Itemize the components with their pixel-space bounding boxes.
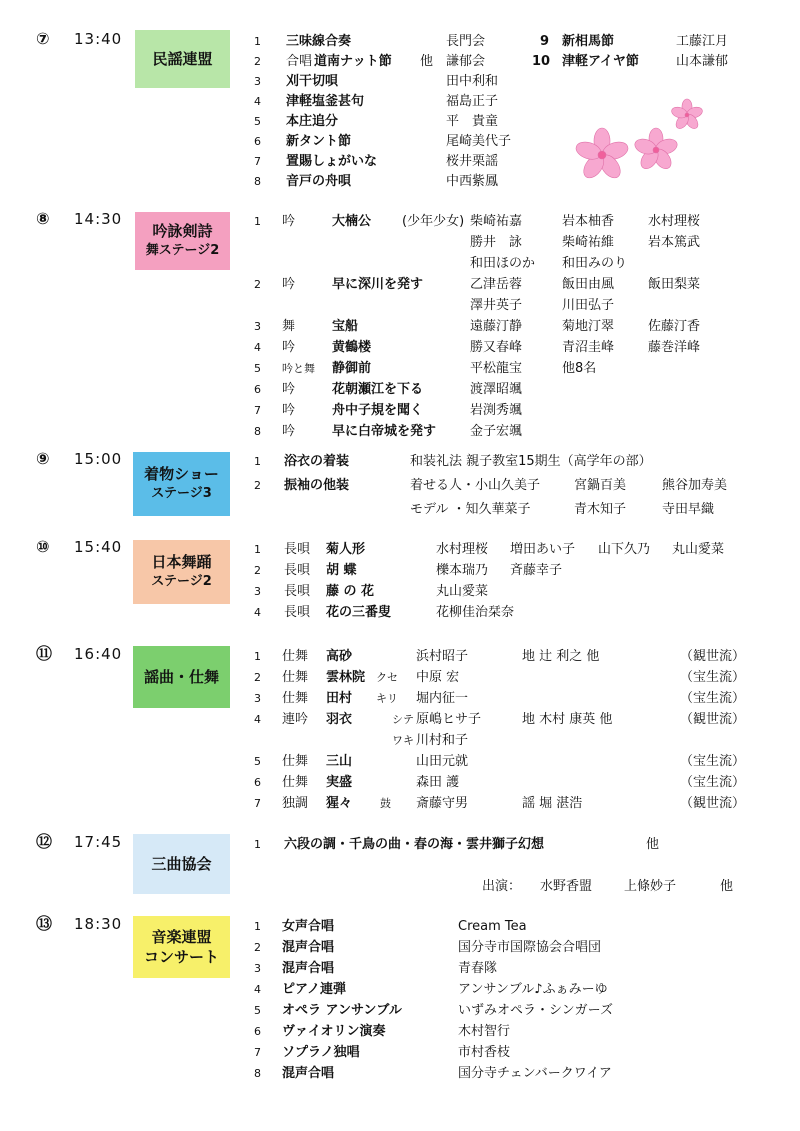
row-item: 羽衣 <box>326 712 353 727</box>
row-performer: 遠藤汀静 <box>470 319 523 334</box>
row-performer: 宮鍋百美 <box>574 478 627 493</box>
row-performer: 岩本柚香 <box>562 214 615 229</box>
row-suffix: 他 <box>420 54 434 69</box>
row-performer: 長門会 <box>446 34 486 49</box>
row-type: 連吟 <box>282 712 309 727</box>
row-type: 仕舞 <box>282 691 309 706</box>
row-number: 4 <box>254 713 261 726</box>
cast-label: 出演： <box>482 879 522 894</box>
row-performer: Cream Tea <box>458 919 527 934</box>
row-type: 吟 <box>282 214 296 229</box>
row-type: 仕舞 <box>282 775 309 790</box>
row-performer: 柴崎祐維 <box>562 235 615 250</box>
row-item: 刈干切唄 <box>286 74 339 89</box>
row-item: 振袖の他装 <box>284 478 350 493</box>
row-type: 独調 <box>282 796 309 811</box>
row-performer: 桜井栗謡 <box>446 154 499 169</box>
row-type: 仕舞 <box>282 754 309 769</box>
section-number: ⑦ <box>36 29 50 48</box>
row-number: 3 <box>254 320 261 333</box>
row-performer: 田中利和 <box>446 74 499 89</box>
row-performer: 熊谷加寿美 <box>662 478 728 493</box>
row-item: 宝船 <box>332 319 359 334</box>
row-performer: 尾崎美代子 <box>446 134 512 149</box>
row-number: 4 <box>254 606 261 619</box>
row-performer: 堀内征一 <box>416 691 469 706</box>
row-type: 吟 <box>282 424 296 439</box>
row-performer: 川田弘子 <box>562 298 615 313</box>
row-performer: 菊地汀翠 <box>562 319 615 334</box>
row-type: 長唄 <box>284 605 311 620</box>
row-item: 六段の調・千鳥の曲・春の海・雲井獅子幻想 <box>284 837 545 852</box>
row-item: 女声合唱 <box>282 919 335 934</box>
row-number: 6 <box>254 776 261 789</box>
row-number: 5 <box>254 755 261 768</box>
row-number: 2 <box>254 564 261 577</box>
row-performer: 国分寺チェンバークワイア <box>458 1066 612 1081</box>
badge-line: コンサート <box>143 948 219 966</box>
row-number: 3 <box>254 692 261 705</box>
row-number: 5 <box>254 115 261 128</box>
row-number: 6 <box>254 1025 261 1038</box>
row-performer: 岩渕秀颯 <box>470 403 523 418</box>
row-prefix: 合唱 <box>286 54 313 69</box>
row-performer: 山田元就 <box>416 754 469 769</box>
row-number: 6 <box>254 135 261 148</box>
row-item: 猩々 <box>326 796 353 811</box>
row-item: 早に深川を発す <box>332 277 424 292</box>
row-item: 新タント節 <box>286 134 352 149</box>
row-performer: 青沼圭峰 <box>562 340 615 355</box>
row-item: 三山 <box>326 754 353 769</box>
row-number: 7 <box>254 155 261 168</box>
row-number: 8 <box>254 1067 261 1080</box>
row-item: 大楠公 <box>332 214 372 229</box>
row-item: 混声合唱 <box>282 961 335 976</box>
row-performer: 浜村昭子 <box>416 649 469 664</box>
row-item: ソプラノ独唱 <box>282 1045 360 1060</box>
row-performer: 寺田早織 <box>662 502 715 517</box>
row-number: 8 <box>254 425 261 438</box>
row-item: 藤 の 花 <box>326 584 375 599</box>
badge-line: 民謡連盟 <box>152 50 213 68</box>
badge-line: 音楽連盟 <box>151 928 212 946</box>
row-item: 三味線合奏 <box>286 34 352 49</box>
row-item: 実盛 <box>326 775 353 790</box>
row-number: 2 <box>254 671 261 684</box>
row-performer: 勝又春峰 <box>470 340 523 355</box>
row-type: 長唄 <box>284 584 311 599</box>
section-number: ⑧ <box>36 209 50 228</box>
row-performer: 水村理桜 <box>648 214 701 229</box>
row-performer: 平松龍宝 <box>470 361 523 376</box>
cast-member: 水野香盟 <box>540 879 593 894</box>
badge-line: 三曲協会 <box>151 855 212 873</box>
row-item: 道南ナット節 <box>314 54 392 69</box>
row-item: 黄鶴楼 <box>332 340 372 355</box>
row-performer: 原嶋ヒサ子 <box>416 712 482 727</box>
row-item: 津軽アイヤ節 <box>562 54 639 69</box>
row-performer: 山下久乃 <box>598 542 651 557</box>
row-role: ワキ <box>392 734 414 747</box>
row-type: 仕舞 <box>282 670 309 685</box>
row-item: 浴衣の着装 <box>284 454 350 469</box>
row-item: 花朝瀬江を下る <box>332 382 424 397</box>
section-badge <box>135 212 230 270</box>
row-performer: 着せる人・小山久美子 <box>410 478 541 493</box>
section-number: ⑨ <box>36 449 50 468</box>
section-number: ⑪ <box>36 644 53 663</box>
row-number: 1 <box>254 838 261 851</box>
row-performer: 飯田由風 <box>562 277 615 292</box>
badge-line: 舞ステージ2 <box>145 243 220 258</box>
section-number: ⑫ <box>36 832 53 851</box>
row-school: （観世流） <box>680 796 746 811</box>
badge-line: 着物ショー <box>144 465 219 483</box>
row-type: 長唄 <box>284 542 311 557</box>
row-performer: 花柳佳治栞奈 <box>436 605 515 620</box>
section-badge <box>133 452 230 516</box>
row-performer: モデル ・知久華菜子 <box>410 502 531 517</box>
row-number: 6 <box>254 383 261 396</box>
row-performer: 勝井 詠 <box>470 235 523 250</box>
row-performer: 川村和子 <box>416 733 469 748</box>
section-badge <box>133 646 230 708</box>
row-school: （宝生流） <box>680 754 746 769</box>
badge-line: ステージ3 <box>151 486 212 501</box>
row-performer: 青木知子 <box>574 502 627 517</box>
row-number: 7 <box>254 404 261 417</box>
row-number: 2 <box>254 55 261 68</box>
badge-line: 吟詠剣詩 <box>152 222 213 240</box>
row-type: 吟 <box>282 403 296 418</box>
row-number: 1 <box>254 920 261 933</box>
row-number: 4 <box>254 983 261 996</box>
row-ji: 地 木村 康英 他 <box>522 712 613 727</box>
row-type: 長唄 <box>284 563 311 578</box>
row-item: 混声合唱 <box>282 1066 335 1081</box>
row-performer: 佐藤汀香 <box>648 319 701 334</box>
section-time: 16:40 <box>74 645 123 663</box>
row-number: 2 <box>254 278 261 291</box>
section-time: 14:30 <box>74 210 123 228</box>
section-badge <box>135 30 230 88</box>
section-number: ⑬ <box>36 914 53 933</box>
row-item: 静御前 <box>332 361 372 376</box>
row-item: 雲林院 <box>326 670 366 685</box>
row-number: 1 <box>254 215 261 228</box>
row-number: 1 <box>254 650 261 663</box>
cast-member: 上條妙子 <box>624 879 677 894</box>
row-performer: 和田みのり <box>562 256 628 271</box>
row-performer: 中西紫鳳 <box>446 174 499 189</box>
section-time: 15:00 <box>74 450 123 468</box>
row-number: 2 <box>254 941 261 954</box>
row-note: (少年少女) <box>402 214 465 229</box>
row-performer: 工藤江月 <box>676 34 729 49</box>
row-performer: 澤井英子 <box>470 298 523 313</box>
row-performer: 謙郁会 <box>446 54 486 69</box>
row-performer: 櫟本瑞乃 <box>436 563 489 578</box>
row-performer: 山本謙郁 <box>676 54 729 69</box>
row-performer: アンサンブル♪ふぁみーゆ <box>458 982 608 997</box>
row-item: ピアノ連弾 <box>282 982 346 997</box>
row-performer: 柴崎祐嘉 <box>470 214 523 229</box>
row-school: （宝生流） <box>680 670 746 685</box>
badge-line: ステージ2 <box>151 574 212 589</box>
row-performer: 中原 宏 <box>416 670 460 685</box>
row-item: 菊人形 <box>326 542 366 557</box>
row-item: 津軽塩釜甚句 <box>286 94 365 109</box>
row-role: シテ <box>392 713 414 726</box>
row-performer: 乙津岳蓉 <box>470 277 523 292</box>
row-number: 1 <box>254 543 261 556</box>
row-item: 混声合唱 <box>282 940 335 955</box>
row-performer: 森田 護 <box>416 775 460 790</box>
row-performer: 青春隊 <box>458 961 498 976</box>
row-number: 9 <box>540 34 550 49</box>
row-type: 舞 <box>282 319 296 334</box>
row-performer: いずみオペラ・シンガーズ <box>458 1003 614 1018</box>
row-tag: キリ <box>376 692 398 705</box>
row-performer: 金子宏颯 <box>470 424 523 439</box>
row-type: 吟 <box>282 382 296 397</box>
row-number: 1 <box>254 35 261 48</box>
row-performer: 水村理桜 <box>436 542 489 557</box>
section-number: ⑩ <box>36 537 50 556</box>
section-time: 13:40 <box>74 30 123 48</box>
row-performer: 斉藤幸子 <box>510 563 563 578</box>
row-type: 仕舞 <box>282 649 309 664</box>
section-time: 17:45 <box>74 833 123 851</box>
row-number: 8 <box>254 175 261 188</box>
row-performer: 福島正子 <box>446 94 499 109</box>
row-number: 3 <box>254 962 261 975</box>
row-number: 3 <box>254 75 261 88</box>
row-item: 花の三番叟 <box>326 605 392 620</box>
row-performer: 藤巻洋峰 <box>648 340 701 355</box>
row-school: （宝生流） <box>680 691 746 706</box>
badge-line: 日本舞踊 <box>151 553 212 571</box>
row-performer: 丸山愛菜 <box>436 584 489 599</box>
section-badge <box>133 916 230 978</box>
section-badge <box>133 540 230 604</box>
cast-member: 他 <box>720 879 734 894</box>
row-item: 置賜しょがいな <box>286 154 378 169</box>
row-performer: 和田ほのか <box>470 256 536 271</box>
row-number: 2 <box>254 479 261 492</box>
row-performer: 岩本篤武 <box>648 235 701 250</box>
row-item: 舟中子規を聞く <box>332 403 424 418</box>
row-number: 7 <box>254 1046 261 1059</box>
row-role: 鼓 <box>380 797 391 810</box>
row-item: 新相馬節 <box>562 34 615 49</box>
row-performer: 平 貴童 <box>446 114 499 129</box>
section-time: 18:30 <box>74 915 123 933</box>
row-type: 吟 <box>282 277 296 292</box>
row-ji: 謡 堀 湛浩 <box>522 796 583 811</box>
row-suffix: 他 <box>646 837 660 852</box>
row-item: 田村 <box>326 691 353 706</box>
row-number: 1 <box>254 455 261 468</box>
row-type: 吟 <box>282 340 296 355</box>
row-performer: 斎藤守男 <box>416 796 469 811</box>
row-item: オペラ アンサンブル <box>282 1003 402 1018</box>
row-item: 胡 蝶 <box>326 563 357 578</box>
row-performer: 市村香枝 <box>458 1045 511 1060</box>
row-performer: 木村智行 <box>458 1024 511 1039</box>
section-time: 15:40 <box>74 538 123 556</box>
row-item: 早に白帝城を発す <box>332 424 437 439</box>
row-item: 高砂 <box>326 649 353 664</box>
row-number: 5 <box>254 362 261 375</box>
row-number: 10 <box>532 54 551 69</box>
row-number: 4 <box>254 341 261 354</box>
row-ji: 地 辻 利之 他 <box>522 649 600 664</box>
row-performer: 国分寺市国際協会合唱団 <box>458 940 602 955</box>
badge-line: 謡曲・仕舞 <box>143 668 219 686</box>
row-type: 吟と舞 <box>282 362 315 375</box>
row-performer: 増田あい子 <box>510 542 576 557</box>
row-school: （観世流） <box>680 712 746 727</box>
row-performer: 和装礼法 親子教室15期生（高学年の部） <box>410 454 652 469</box>
row-school: （宝生流） <box>680 775 746 790</box>
row-performer: 飯田梨菜 <box>648 277 701 292</box>
row-performer: 他8名 <box>562 361 597 376</box>
row-number: 5 <box>254 1004 261 1017</box>
row-performer: 渡澤昭颯 <box>470 382 523 397</box>
row-number: 3 <box>254 585 261 598</box>
row-item: ヴァイオリン演奏 <box>282 1024 386 1039</box>
row-number: 4 <box>254 95 261 108</box>
section-badge <box>133 834 230 894</box>
row-number: 7 <box>254 797 261 810</box>
row-item: 本庄追分 <box>286 114 339 129</box>
row-school: （観世流） <box>680 649 746 664</box>
row-item: 音戸の舟唄 <box>286 174 352 189</box>
row-performer: 丸山愛菜 <box>672 542 725 557</box>
row-tag: クセ <box>376 671 398 684</box>
sakura-decoration <box>570 95 710 190</box>
